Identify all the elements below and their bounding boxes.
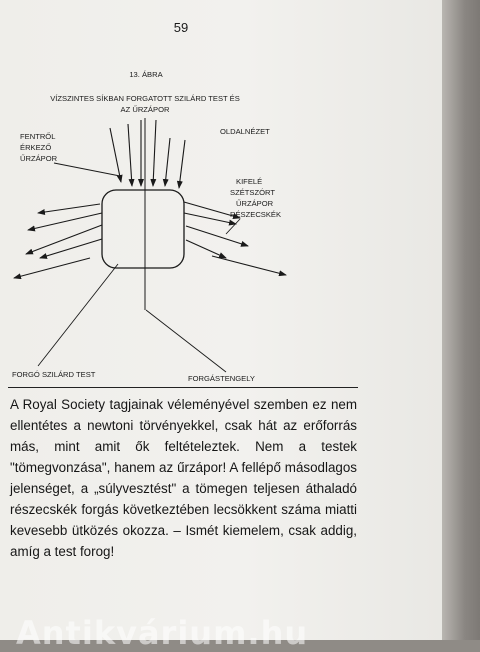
rotating-solid-body xyxy=(102,190,184,268)
incoming-arrow xyxy=(153,120,156,186)
outgoing-label-line3: ŰRZÁPOR xyxy=(236,199,274,208)
rotating-body-label: FORGÓ SZILÁRD TEST xyxy=(12,370,96,379)
body-label-leader xyxy=(38,264,118,366)
scattered-particle-arrows-left xyxy=(14,204,102,278)
scatter-arrow xyxy=(38,204,100,213)
scatter-arrow xyxy=(186,240,226,258)
side-view-label: OLDALNÉZET xyxy=(220,127,270,136)
rotation-axis-label: FORGÁSTENGELY xyxy=(188,374,255,383)
incoming-arrow xyxy=(179,140,185,188)
incoming-particle-arrows xyxy=(110,120,185,188)
body-paragraph: A Royal Society tagjainak véleményével szemben ez nem ellentétes a newtoni törvényekkel, csak hát az erőforrás más, mint amit ők feltételeztek. Nem a testek "tömegvonzása", hanem az űrzápor! A fellépő másodlagos jelenséget, a „súlyvesztést" a tömegen teljesen áthaladó részecskék forgás következtében lecsökkent száma miatti kevesebb ütközés okozza. – Ismét kiemelem, csak addig, amíg a test forog! xyxy=(10,397,357,559)
scatter-arrow xyxy=(26,225,102,254)
incoming-arrow xyxy=(128,124,132,186)
incoming-arrow xyxy=(165,138,170,186)
scatter-arrow xyxy=(40,239,102,258)
scatter-arrow xyxy=(14,258,90,278)
figure-title-line1: VÍZSZINTES SÍKBAN FORGATOTT SZILÁRD TEST ÉS xyxy=(50,94,240,103)
figure-number: 13. ÁBRA xyxy=(129,70,163,79)
outgoing-label-leader xyxy=(226,219,240,234)
incoming-label-leader xyxy=(54,163,120,176)
outgoing-label-line1: KIFELÉ xyxy=(236,177,263,186)
page-number: 59 xyxy=(173,20,189,35)
text-separator-rule xyxy=(8,387,358,388)
scatter-arrow xyxy=(186,226,248,246)
incoming-label-line2: ÉRKEZŐ xyxy=(20,143,52,152)
scatter-arrow xyxy=(212,256,286,275)
incoming-label-line1: FENTRŐL xyxy=(20,132,56,141)
watermark: Antikvárium.hu xyxy=(16,614,309,652)
axis-label-leader xyxy=(146,310,226,372)
outgoing-label-line4: RÉSZECSKÉK xyxy=(230,210,282,219)
outgoing-label-line2: SZÉTSZÓRT xyxy=(230,188,276,197)
incoming-label-line3: ŰRZÁPOR xyxy=(20,154,58,163)
figure-title-line2: AZ ŰRZÁPOR xyxy=(120,105,170,114)
scatter-arrow xyxy=(28,213,102,230)
